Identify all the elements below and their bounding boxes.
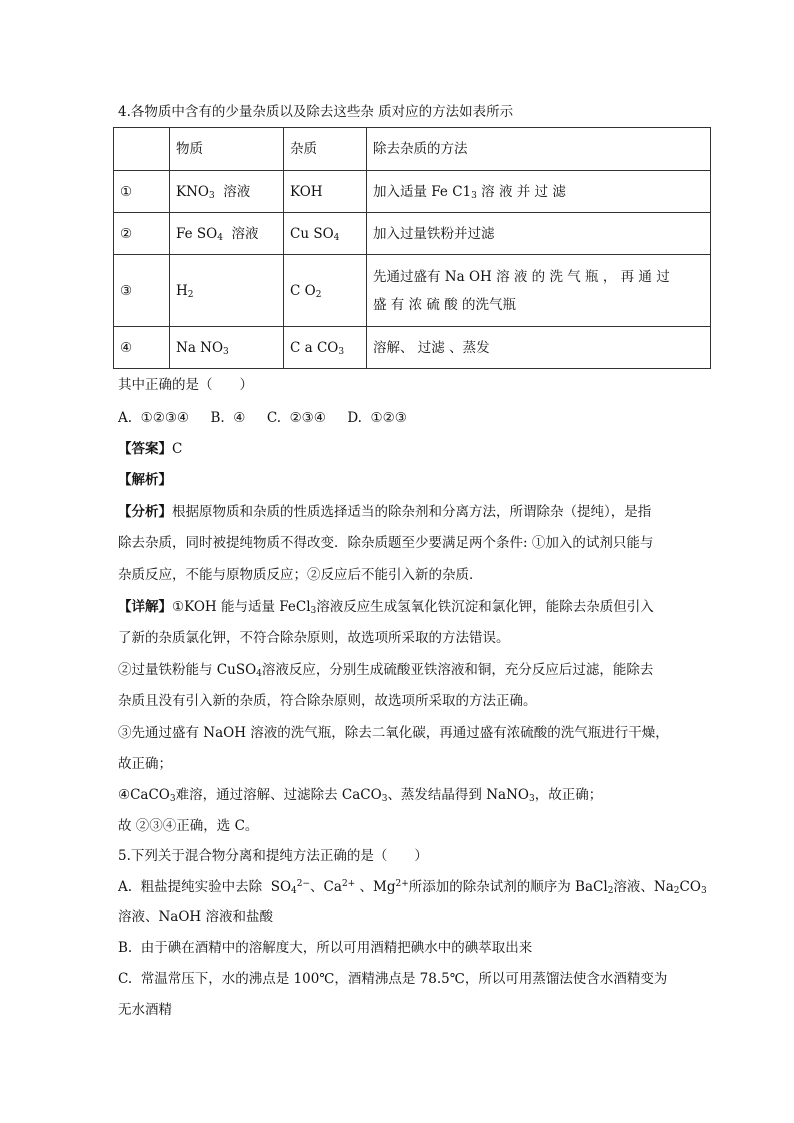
detail-tag: 【详解】: [118, 599, 172, 615]
fenxi-line-3: 杂质反应，不能与原物质反应；②反应后不能引入新的杂质．: [118, 567, 483, 583]
detail-line-1: 【详解】①KOH 能与适量 FeCl$_3$溶液反应生成氢氧化铁沉淀和氯化钾，能除去杂质但引入: [118, 599, 654, 616]
row-impurity: C a $CO_3$: [284, 327, 367, 369]
fenxi-tag: 【分析】: [118, 504, 172, 520]
q4-stem: 4.各物质中含有的少量杂质以及除去这些杂 质对应的方法如表所示: [118, 104, 514, 120]
row-method: 溶解、 过滤 、蒸发: [367, 327, 711, 369]
row-method: 加入适量 Fe $C1_3$ 溶 液 并 过 滤: [367, 171, 711, 213]
detail-line-4: 杂质且没有引入新的杂质，符合除杂原则，故选项所采取的方法正确。: [118, 693, 537, 709]
fenxi-line-1: 【分析】根据原物质和杂质的性质选择适当的除杂剂和分离方法，所谓除杂（提纯），是指: [118, 504, 652, 520]
header-substance: 物质: [170, 128, 284, 171]
q5-option-a-line-2: 溶液、NaOH 溶液和盐酸: [118, 909, 273, 925]
detail-line-5: ③先通过盛有 NaOH 溶液的洗气瓶，除去二氧化碳，再通过盛有浓硫酸的洗气瓶进行干燥，: [118, 725, 669, 741]
row-num: ③: [114, 255, 170, 327]
table-header-row: [114, 128, 711, 171]
answer-tag: 【答案】: [118, 441, 172, 457]
row-substance: $H_2$: [170, 255, 284, 327]
detail-line-3: ②过量铁粉能与 CuSO$_4$溶液反应，分别生成硫酸亚铁溶液和铜，充分反应后过滤，能除去: [118, 662, 654, 679]
row-substance: $KNO_3$ 溶液: [170, 171, 284, 213]
q4-options: A. ①②③④ B. ④ C. ②③④ D. ①②③: [118, 410, 407, 426]
table-row: [114, 255, 711, 327]
q4-question: 其中正确的是（ ）: [118, 377, 253, 393]
answer-value: C: [172, 441, 183, 457]
row-method: 加入过量铁粉并过滤: [367, 213, 711, 255]
table-row: [114, 171, 711, 213]
detail-line-7: ④CaCO$_3$难溶，通过溶解、过滤除去 CaCO$_3$、蒸发结晶得到 NaNO$_3$，故正确；: [118, 787, 603, 804]
impurity-table: [113, 127, 711, 369]
row-num: ②: [114, 213, 170, 255]
row-impurity: C $O_2$: [284, 255, 367, 327]
row-impurity: KOH: [284, 171, 367, 213]
analysis-tag: 【解析】: [118, 472, 172, 488]
header-num: [114, 128, 170, 171]
table-row: [114, 327, 711, 369]
fenxi-line-2: 除去杂质，同时被提纯物质不得改变．除杂质题至少要满足两个条件: ①加入的试剂只能与: [118, 535, 654, 551]
q5-option-a-line-1: A. 粗盐提纯实验中去除 $SO_4^{2-}$、$Ca^{2+}$ 、$Mg^{2+}$所添加的除杂试剂的顺序为 BaCl$_2$溶液、$Na_2CO_3$: [118, 879, 707, 896]
conclusion-line: 故 ②③④正确，选 C。: [118, 818, 259, 834]
row-substance: Fe $SO_4$ 溶液: [170, 213, 284, 255]
header-impurity: 杂质: [284, 128, 367, 171]
q5-option-c-line-1: C. 常温常压下，水的沸点是 100℃，酒精沸点是 78.5℃，所以可用蒸馏法使含水酒精变为: [118, 971, 668, 987]
row-num: ④: [114, 327, 170, 369]
row-impurity: Cu $SO_4$: [284, 213, 367, 255]
detail-line-6: 故正确；: [118, 756, 172, 772]
q5-stem: 5.下列关于混合物分离和提纯方法正确的是（ ）: [118, 848, 428, 864]
detail-line-2: 了新的杂质氯化钾，不符合除杂原则，故选项所采取的方法错误。: [118, 630, 510, 646]
row-substance: Na $NO_3$: [170, 327, 284, 369]
table-row: [114, 213, 711, 255]
row-method: 先通过盛有 Na OH 溶 液 的 洗 气 瓶 ， 再 通 过 盛 有 浓 硫 酸 的洗气瓶: [367, 255, 711, 327]
answer-line: [118, 439, 182, 459]
header-method: 除去杂质的方法: [367, 128, 711, 171]
row-num: ①: [114, 171, 170, 213]
q5-option-b: B. 由于碘在酒精中的溶解度大，所以可用酒精把碘水中的碘萃取出来: [118, 940, 533, 956]
q5-option-c-line-2: 无水酒精: [118, 1002, 172, 1018]
